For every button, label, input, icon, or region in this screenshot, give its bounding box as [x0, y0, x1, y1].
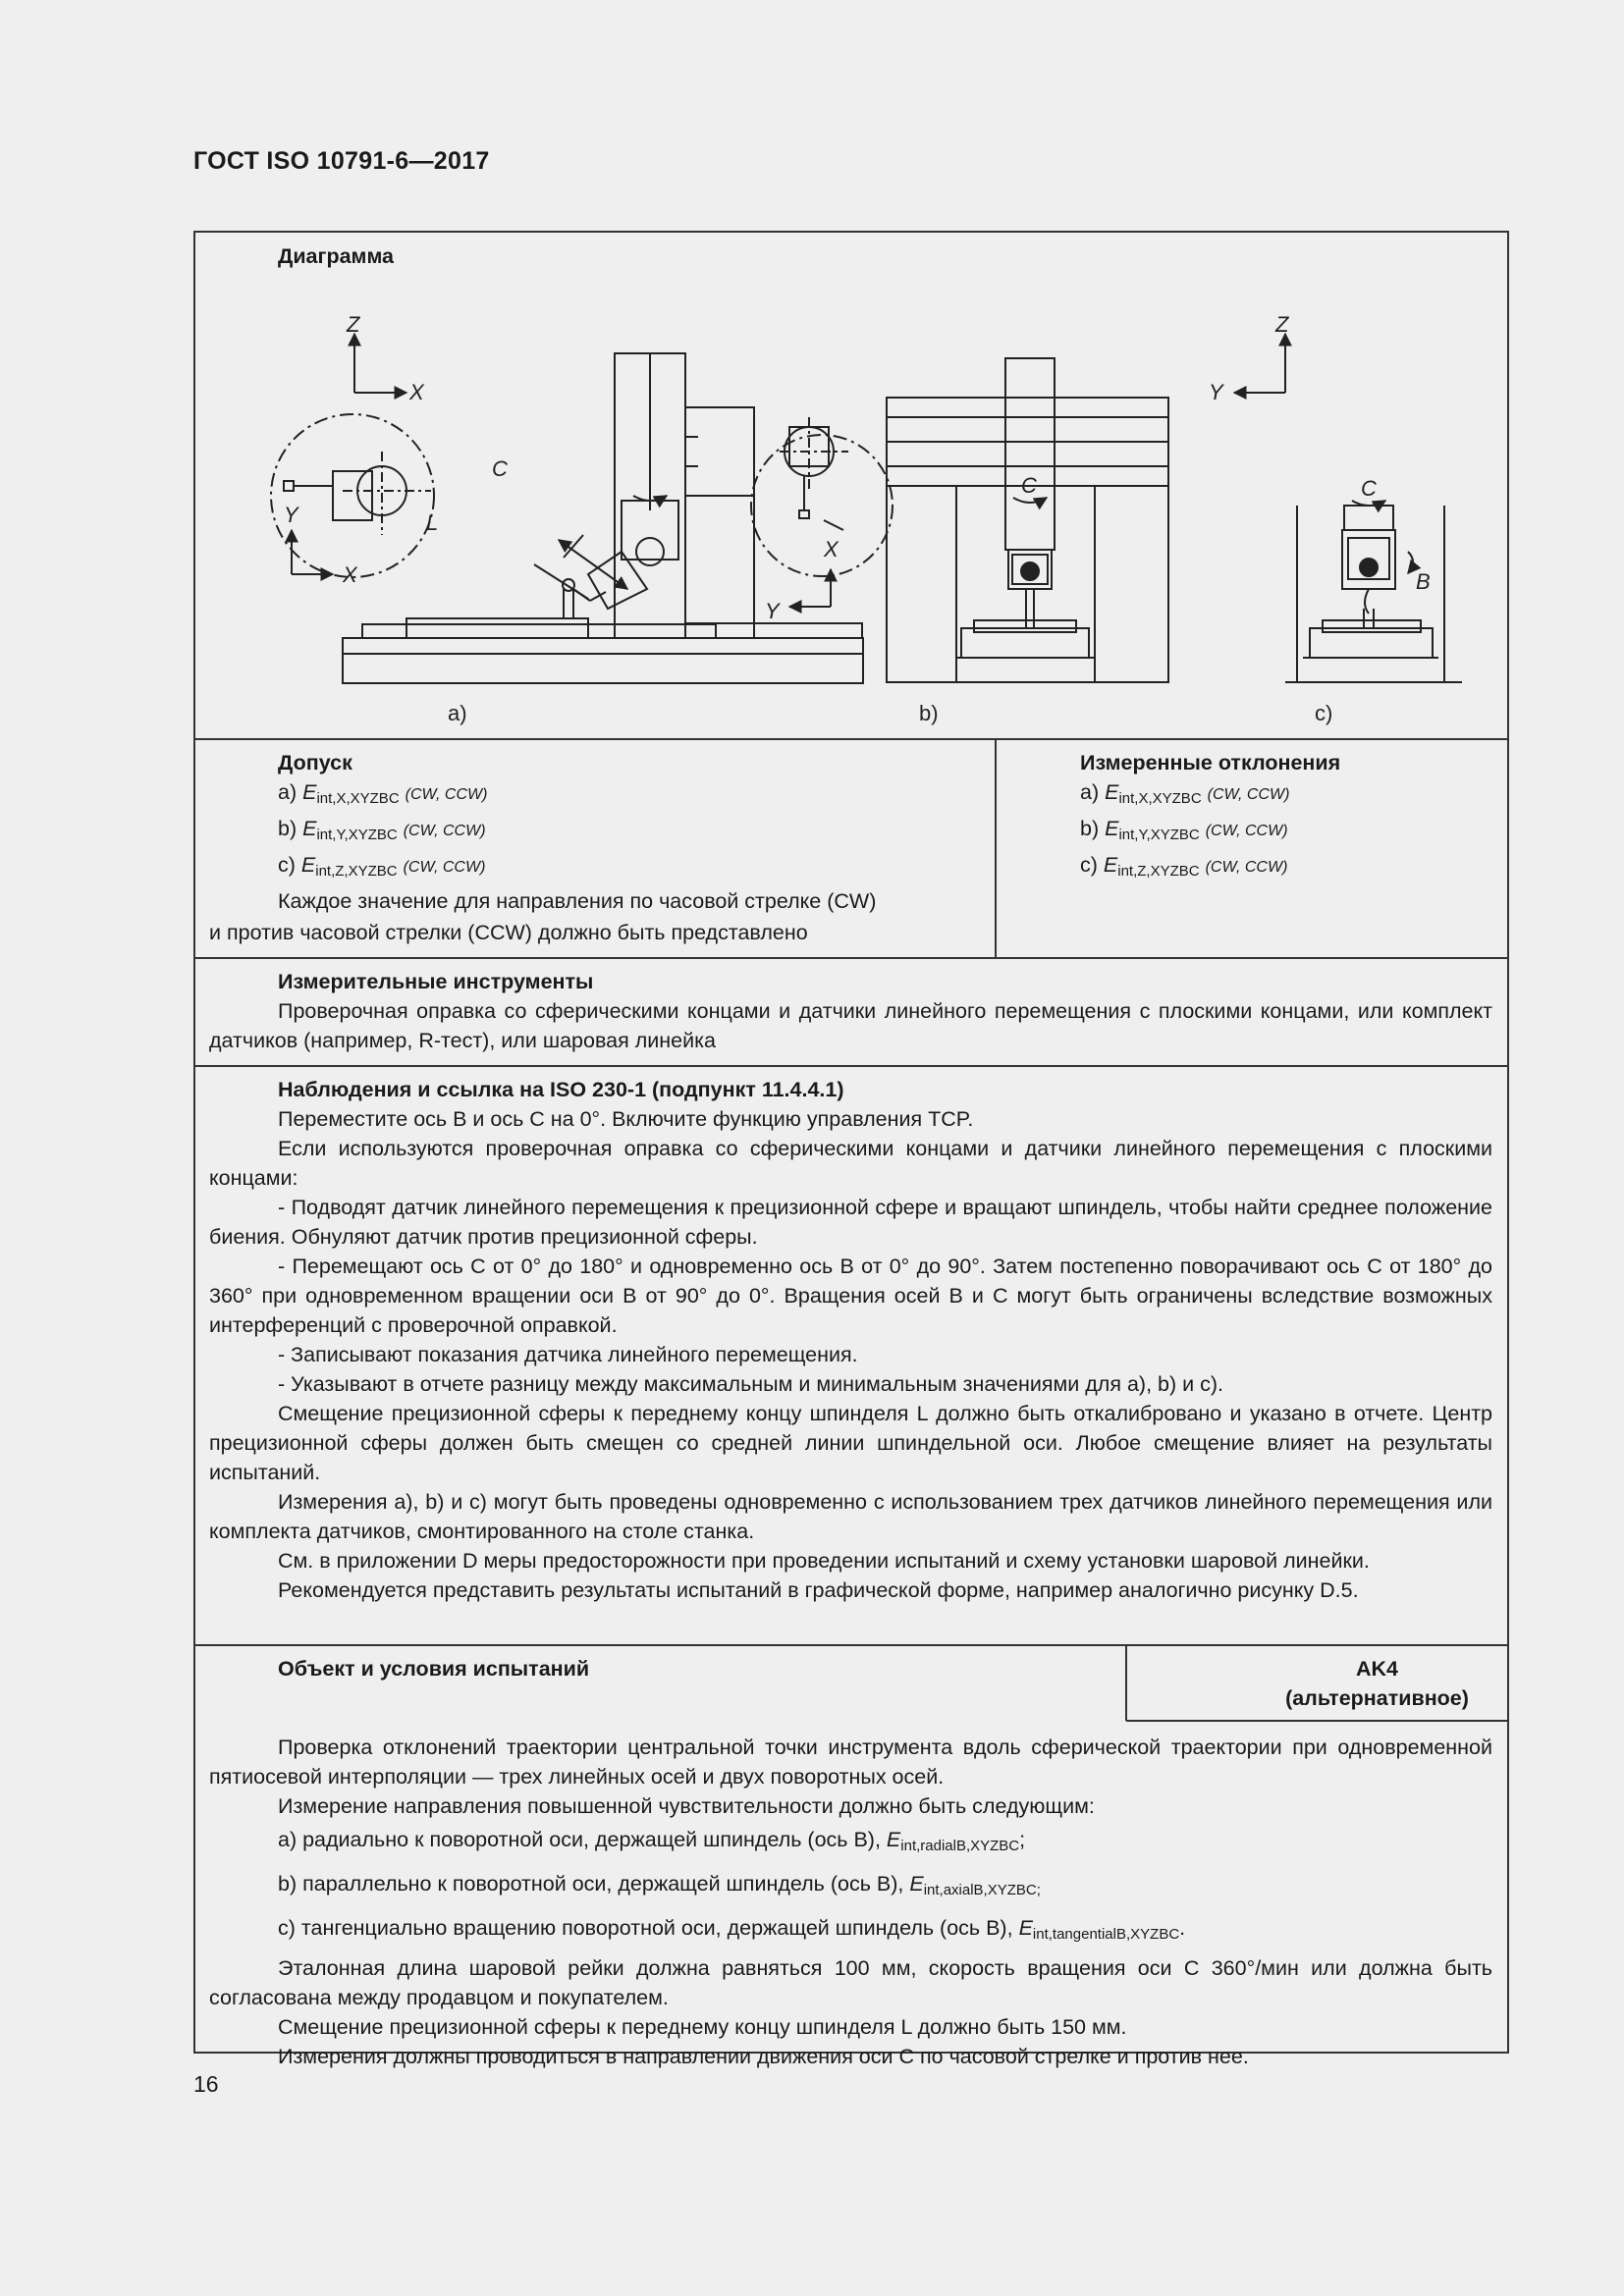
- test-object-item: a) радиально к поворотной оси, держащей шпиндель (ось B), $E_{int,radialB,XYZBC}$;: [278, 1828, 1026, 1854]
- observations-paragraph: Измерения a), b) и c) могут быть проведены одновременно с использованием трех датчиков линейного перемещения или комплекта датчиков, смонтированного на столе станка.: [209, 1490, 1492, 1543]
- col-divider: [995, 738, 997, 958]
- diagram-figure: [195, 294, 1507, 736]
- tolerance-item: b) $E_{int,Y,XYZBC}$ (CW, CCW): [278, 817, 486, 843]
- test-object-paragraph: Эталонная длина шаровой рейки должна равняться 100 мм, скорость вращения оси C 360°/мин или должна быть согласована между продавцом и покупателем.: [209, 1956, 1492, 2009]
- tolerance-title: Допуск: [278, 751, 352, 774]
- axis-x-a: X: [409, 380, 424, 404]
- machine-a-drawing: [271, 334, 863, 683]
- tolerance-item: a) $E_{int,X,XYZBC}$ (CW, CCW): [278, 780, 488, 807]
- test-object-paragraph: Измерение направления повышенной чувствительности должно быть следующим:: [278, 1794, 1095, 1818]
- measured-item: b) $E_{int,Y,XYZBC}$ (CW, CCW): [1080, 817, 1288, 843]
- label-c: c): [1315, 701, 1333, 725]
- test-object-item: b) параллельно к поворотной оси, держащей шпиндель (ось B), $E_{int,axialB,XYZBC;}$: [278, 1872, 1041, 1898]
- test-object-paragraph: Проверка отклонений траектории центральной точки инструмента вдоль сферической траектории при одновременной пятиосевой интерполяции — трех линейных осей и двух поворотных осей.: [209, 1735, 1492, 1789]
- axis-c-c: C: [1361, 476, 1377, 501]
- col-divider: [1125, 1644, 1127, 1721]
- axis-x-b: X: [824, 537, 839, 561]
- observations-paragraph: Смещение прецизионной сферы к переднему концу шпинделя L должно быть откалибровано и указано в отчете. Центр прецизионной сферы должен быть смещен со средней линии шпиндельной оси. Любое смещение влияет на результаты испытаний.: [209, 1402, 1492, 1484]
- tolerance-cell: [278, 748, 985, 916]
- axis-x-a2: X: [343, 562, 357, 587]
- axis-z-a: Z: [347, 312, 360, 337]
- row-divider: [193, 1065, 1509, 1067]
- machine-b-drawing: [751, 358, 1168, 682]
- row-divider: [193, 738, 1509, 740]
- diagram-title: Диаграмма: [278, 244, 395, 268]
- tolerance-item: c) $E_{int,Z,XYZBC}$ (CW, CCW): [278, 853, 486, 880]
- axis-l-a: L: [426, 510, 439, 535]
- measured-item: c) $E_{int,Z,XYZBC}$ (CW, CCW): [1080, 853, 1288, 880]
- observations-paragraph: - Указывают в отчете разницу между максимальным и минимальным значениями для a), b) и c).: [278, 1372, 1223, 1396]
- test-code-note: (альтернативное): [1285, 1686, 1469, 1710]
- observations-cell: [209, 1075, 1492, 1605]
- row-divider: [193, 957, 1509, 959]
- test-object-body: [209, 1733, 1492, 2071]
- measured-title: Измеренные отклонения: [1080, 751, 1341, 774]
- observations-paragraph: Переместите ось B и ось C на 0°. Включите функцию управления TCP.: [278, 1107, 974, 1131]
- test-object-paragraph: Смещение прецизионной сферы к переднему концу шпинделя L должно быть 150 мм.: [278, 2015, 1127, 2039]
- measured-cell: [1080, 748, 1492, 886]
- observations-paragraph: Если используются проверочная оправка со сферическими концами и датчики линейного перемещения с плоскими концами:: [209, 1137, 1492, 1190]
- test-code-cell: [1129, 1654, 1507, 1713]
- observations-title: Наблюдения и ссылка на ISO 230-1 (подпункт 11.4.4.1): [278, 1078, 844, 1101]
- measured-item: a) $E_{int,X,XYZBC}$ (CW, CCW): [1080, 780, 1290, 807]
- axis-c-b: C: [1021, 473, 1037, 498]
- instruments-cell: [209, 967, 1492, 1055]
- test-object-title: Объект и условия испытаний: [278, 1657, 590, 1681]
- document-header: ГОСТ ISO 10791-6—2017: [193, 147, 490, 175]
- observations-paragraph: Рекомендуется представить результаты испытаний в графической форме, например аналогично рисунку D.5.: [278, 1578, 1359, 1602]
- row-divider: [193, 1644, 1509, 1646]
- axis-y-c: Y: [1209, 380, 1223, 404]
- instruments-title: Измерительные инструменты: [278, 970, 594, 993]
- observations-paragraph: - Перемещают ось C от 0° до 180° и одновременно ось B от 0° до 90°. Затем постепенно поворачивают ось C от 180° до 360° при одновременном вращении оси B от 90° до 0°. Вращения осей B и C могут быть ограничены вследствие возможных интерференций с проверочной оправкой.: [209, 1255, 1492, 1337]
- instruments-text: Проверочная оправка со сферическими концами и датчики линейного перемещения с плоскими концами, или комплект датчиков (например, R-тест), или шаровая линейка: [209, 999, 1492, 1052]
- tolerance-note: Каждое значение для направления по часовой стрелке (CW): [278, 889, 877, 913]
- test-object-item: c) тангенциально вращению поворотной оси, держащей шпиндель (ось B), $E_{int,tangentialB,XYZBC}$.: [278, 1916, 1186, 1943]
- page-number: 16: [193, 2071, 219, 2097]
- label-b: b): [919, 701, 939, 725]
- axis-y-a: Y: [284, 503, 298, 527]
- machine-c-drawing: [1234, 334, 1462, 682]
- axis-z-c: Z: [1275, 312, 1289, 337]
- observations-paragraph: - Подводят датчик линейного перемещения к прецизионной сфере и вращают шпиндель, чтобы найти среднее положение биения. Обнуляют датчик против прецизионной сферы.: [209, 1196, 1492, 1249]
- tolerance-note-cont: и против часовой стрелки (CCW) должно быть представлено: [209, 921, 808, 944]
- axis-y-b: Y: [765, 599, 780, 623]
- test-code: AK4: [1355, 1657, 1398, 1681]
- label-a: a): [448, 701, 467, 725]
- row-divider: [1126, 1720, 1509, 1722]
- test-object-paragraph: Измерения должны проводиться в направлении движения оси C по часовой стрелке и против нее.: [278, 2045, 1249, 2068]
- axis-c-a: C: [492, 456, 508, 481]
- observations-paragraph: См. в приложении D меры предосторожности при проведении испытаний и схему установки шаровой линейки.: [278, 1549, 1370, 1573]
- axis-b-c: B: [1416, 569, 1431, 594]
- observations-paragraph: - Записывают показания датчика линейного перемещения.: [278, 1343, 858, 1366]
